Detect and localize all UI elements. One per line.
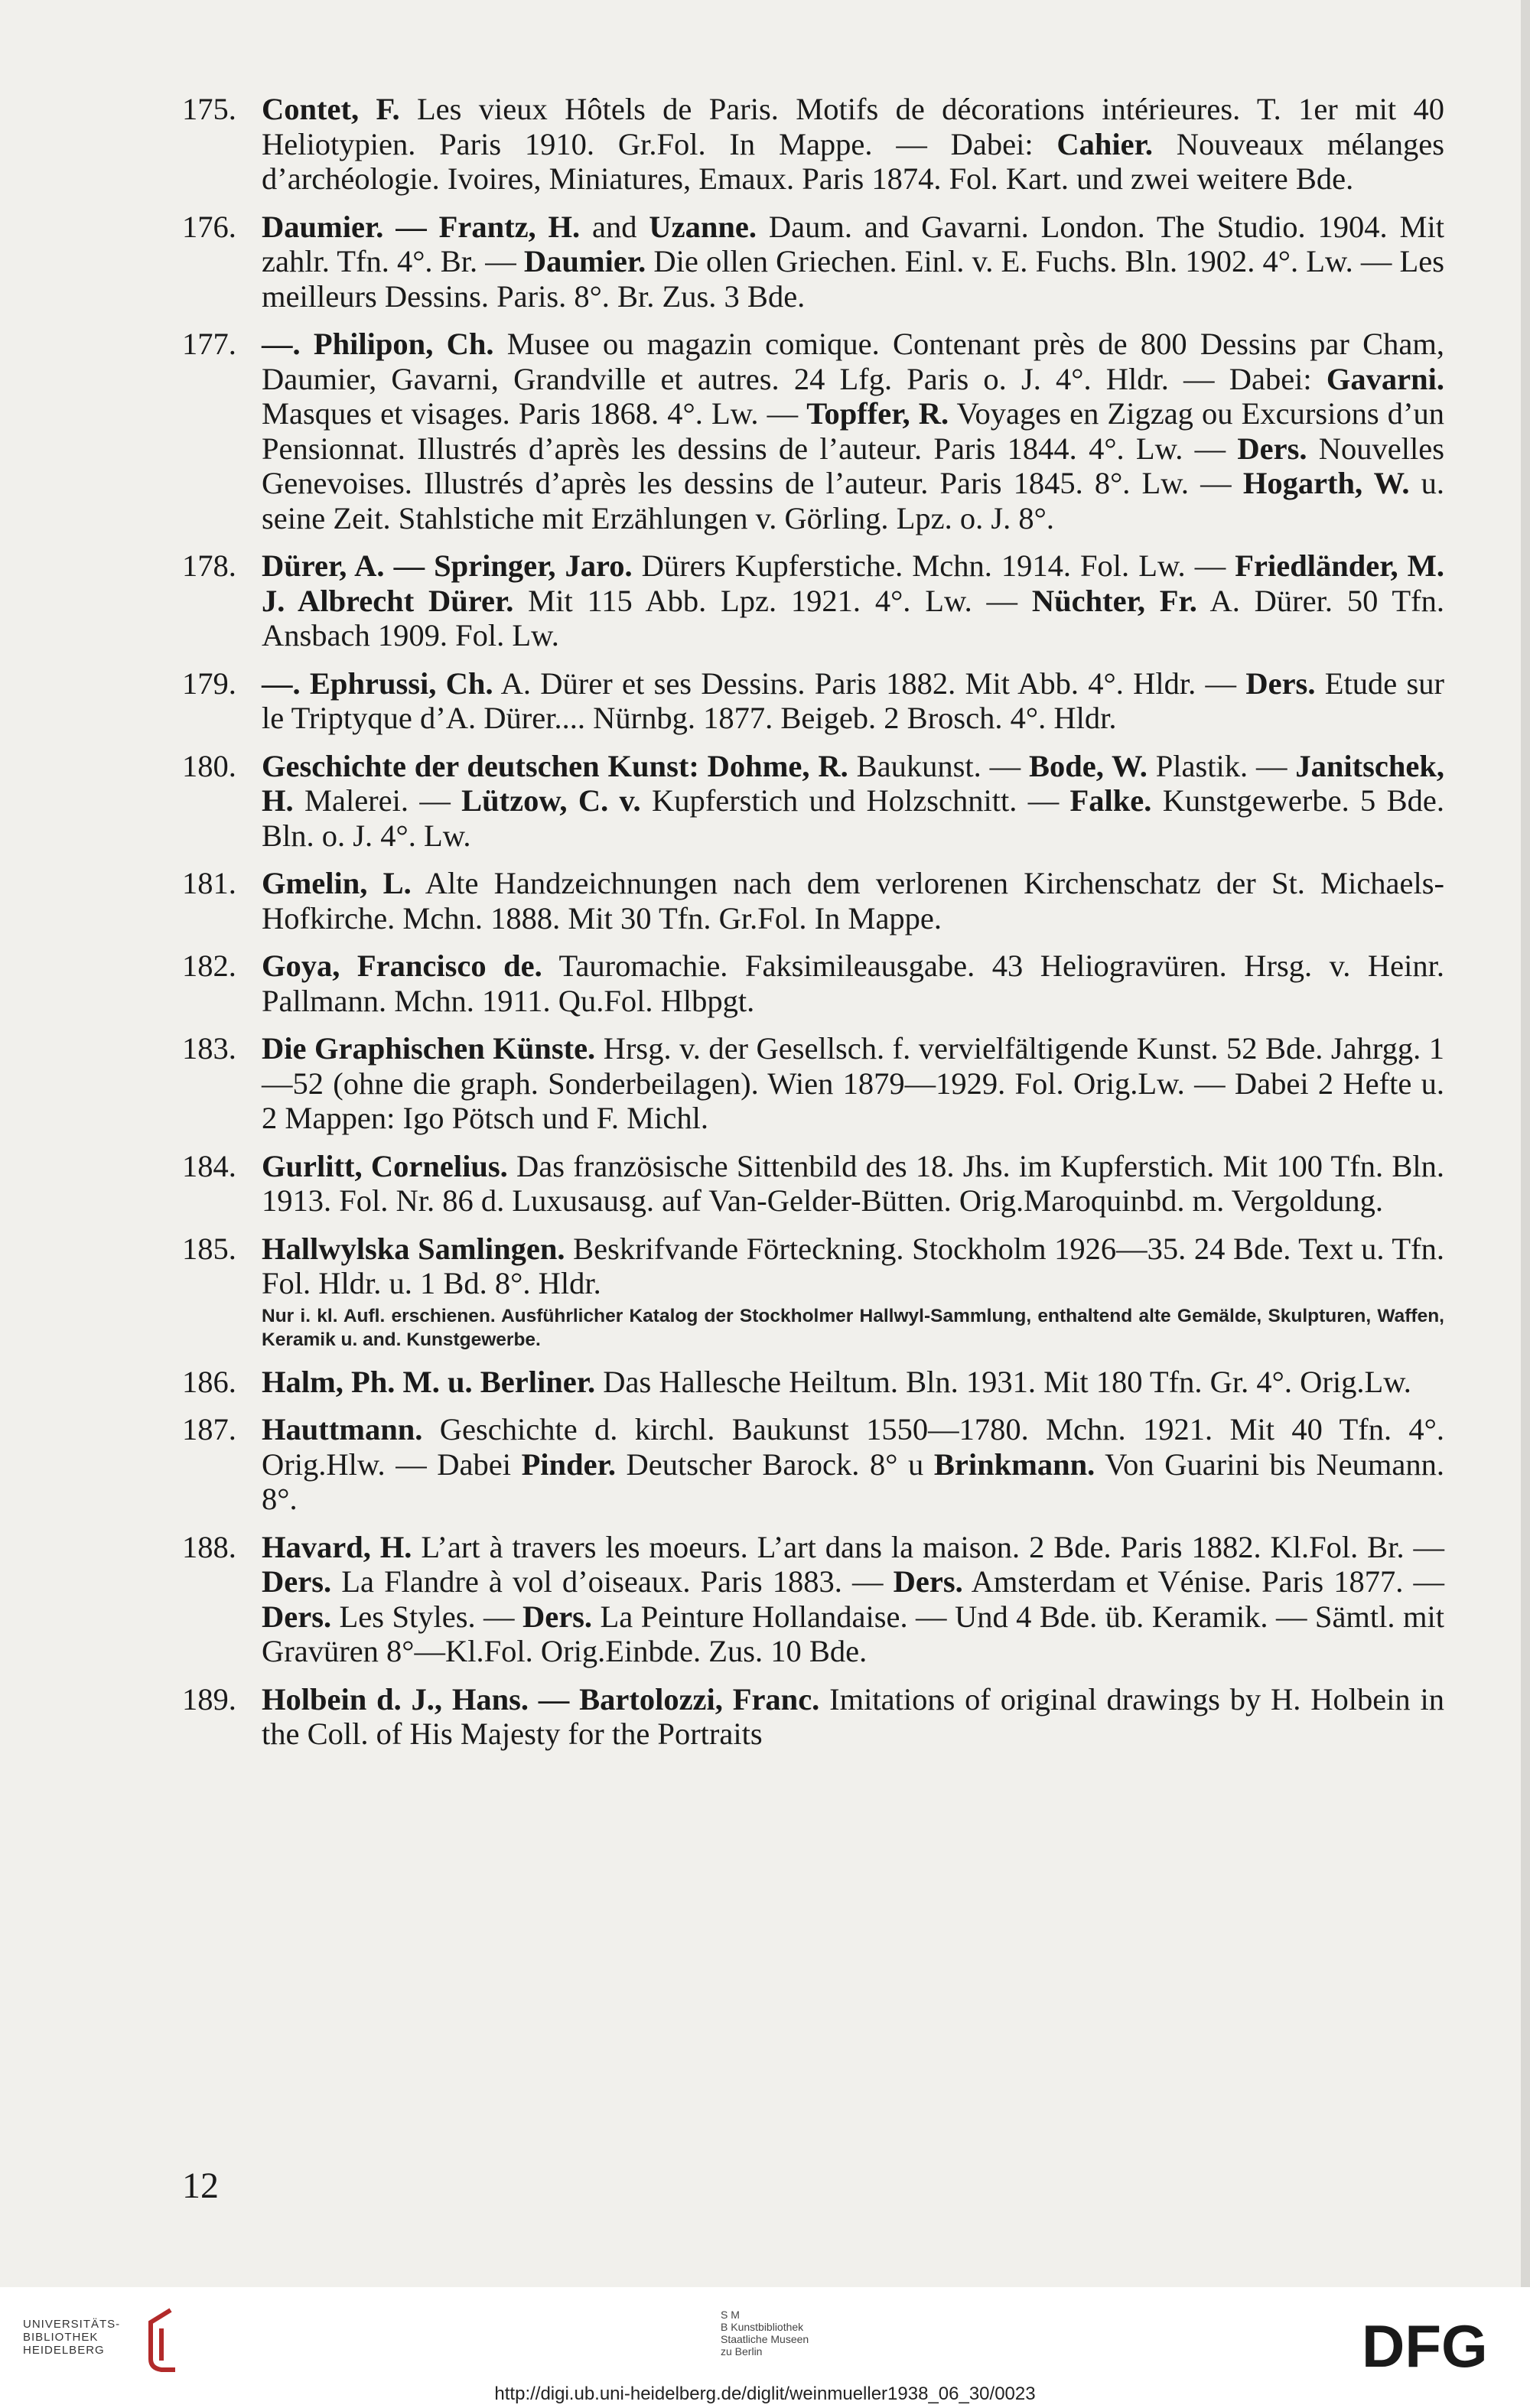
- entry-author: Nüchter, Fr.: [1031, 583, 1197, 618]
- entry-author: Ders.: [1237, 431, 1307, 466]
- entry-author: Ders.: [262, 1564, 332, 1599]
- entry-description: Tauromachie. Faksimileausgabe. 43 Heliogravüren. Hrsg. v. Heinr. Pallmann. Mchn. 1911. Qu.Fol. Hlbpgt.: [262, 949, 1444, 1018]
- entry-number: 176.: [182, 209, 236, 244]
- entry-description: A. Dürer et ses Dessins. Paris 1882. Mit Abb. 4°. Hldr. —: [493, 665, 1246, 701]
- catalog-entry: [182, 1530, 1444, 1669]
- entry-author: Uzanne.: [649, 209, 757, 244]
- entry-number: 185.: [182, 1231, 236, 1266]
- entry-description: La Flandre à vol d’oiseaux. Paris 1883. —: [331, 1564, 894, 1599]
- entry-description: Masques et visages. Paris 1868. 4°. Lw. —: [262, 396, 807, 431]
- entry-number: 180.: [182, 748, 236, 783]
- entry-description: La Peinture Hollandaise. — Und 4 Bde. üb. Keramik. — Sämtl. mit Gravüren 8°—Kl.Fol. Orig.Einbde. Zus. 10 Bde.: [262, 1599, 1444, 1668]
- entry-text: [262, 1530, 1444, 1669]
- entry-author: Cahier.: [1056, 126, 1154, 161]
- catalog-entry: [182, 548, 1444, 653]
- entry-author: Hallwylska Samlingen.: [262, 1231, 565, 1266]
- entry-description: Nouvelles Genevoises. Illustrés d’après les dessins de l’auteur. Paris 1845. 8°. Lw. —: [262, 431, 1444, 500]
- entry-text: [262, 1682, 1444, 1752]
- entry-number: 187.: [182, 1412, 236, 1446]
- entry-description: A. Dürer. 50 Tfn. Ansbach 1909. Fol. Lw.: [262, 583, 1444, 652]
- uni-logo-line: BIBLIOTHEK: [23, 2331, 99, 2344]
- entry-author: Lützow, C. v.: [461, 783, 641, 818]
- entry-text: [262, 949, 1444, 1018]
- entry-description: Kupferstich und Holzschnitt. —: [640, 783, 1070, 818]
- dfg-logo[interactable]: [1362, 2318, 1507, 2373]
- catalog-entry: [182, 1149, 1444, 1219]
- entry-text: [262, 666, 1444, 736]
- entry-text: [262, 1232, 1444, 1352]
- center-mark-line: B Kunstbibliothek: [721, 2321, 804, 2333]
- entry-number: 186.: [182, 1364, 236, 1399]
- catalog-entry: [182, 92, 1444, 197]
- entry-author: Die Graphischen Künste.: [262, 1031, 596, 1066]
- entry-description: Imitations of original drawings by H. Holbein in the Coll. of His Majesty for the Portraits: [262, 1681, 1444, 1751]
- entry-description: Das französische Sittenbild des 18. Jhs. im Kupferstich. Mit 100 Tfn. Bln. 1913. Fol. Nr. 86 d. Luxusausg. auf Van-Gelder-Bütten. Orig.Maroquinbd. m. Vergoldung.: [262, 1148, 1444, 1218]
- entry-description: Von Guarini bis Neumann. 8°.: [262, 1446, 1444, 1516]
- entry-text: [262, 210, 1444, 314]
- catalog-entry: [182, 327, 1444, 535]
- catalog-entry: [182, 866, 1444, 936]
- entry-number: 189.: [182, 1681, 236, 1717]
- entry-description: Das Hallesche Heiltum. Bln. 1931. Mit 180 Tfn. Gr. 4°. Orig.Lw.: [595, 1364, 1411, 1399]
- entry-author: Friedländer, M. J. Albrecht Dürer.: [262, 548, 1445, 618]
- entry-number: 178.: [182, 548, 236, 583]
- entry-description: Amsterdam et Vénise. Paris 1877. —: [962, 1564, 1445, 1599]
- entry-author: Hauttmann.: [262, 1412, 423, 1446]
- entry-description: Deutscher Barock. 8° u: [615, 1446, 934, 1482]
- uni-logo-line: UNIVERSITÄTS-: [23, 2318, 121, 2331]
- catalog-entry: [182, 949, 1444, 1018]
- catalog-entry: [182, 1682, 1444, 1752]
- uni-logo-line: HEIDELBERG: [23, 2344, 105, 2357]
- entry-author: Janitschek, H.: [262, 748, 1444, 818]
- entry-description: Voyages en Zigzag ou Excursions d’un Pensionnat. Illustrés d’après les dessins de l’auteur. Paris 1844. 4°. Lw. —: [262, 396, 1444, 466]
- catalog-entry: [182, 749, 1444, 854]
- entry-text: [262, 749, 1444, 854]
- entry-description: Les Styles. —: [331, 1599, 522, 1634]
- entry-number: 183.: [182, 1031, 236, 1066]
- entry-description: Nouveaux mélanges d’archéologie. Ivoires, Miniatures, Emaux. Paris 1874. Fol. Kart. und zwei weitere Bde.: [262, 126, 1444, 196]
- entry-author: Gurlitt, Cornelius.: [262, 1148, 508, 1183]
- entry-description: Die ollen Griechen. Einl. v. E. Fuchs. Bln. 1902. 4°. Lw. — Les meilleurs Dessins. Paris. 8°. Br. Zus. 3 Bde.: [262, 244, 1444, 314]
- kunstbibliothek-mark: [721, 2309, 809, 2358]
- entry-description: Dürers Kupferstiche. Mchn. 1914. Fol. Lw. —: [632, 548, 1235, 583]
- entry-author: Ders.: [262, 1599, 332, 1634]
- entry-description: Daum. and Gavarni. London. The Studio. 1904. Mit zahlr. Tfn. 4°. Br. —: [262, 209, 1445, 278]
- entry-number: 184.: [182, 1148, 236, 1183]
- entry-description: Geschichte d. kirchl. Baukunst 1550—1780. Mchn. 1921. Mit 40 Tfn. 4°. Orig.Hlw. — Dabei: [262, 1412, 1444, 1482]
- entry-number: 179.: [182, 665, 236, 701]
- entry-author: —. Philipon, Ch.: [262, 327, 494, 361]
- entry-description: u. seine Zeit. Stahlstiche mit Erzählungen v. Görling. Lpz. o. J. 8°.: [262, 466, 1445, 535]
- entry-author: Hogarth, W.: [1242, 466, 1410, 500]
- center-mark-line: S M: [721, 2309, 740, 2321]
- entry-text: [262, 548, 1444, 653]
- center-mark-line: zu Berlin: [721, 2345, 763, 2358]
- center-mark-line: Staatliche Museen: [721, 2333, 809, 2345]
- entry-text: [262, 327, 1444, 535]
- page-number: 12: [182, 2166, 219, 2206]
- entry-text: [262, 866, 1444, 936]
- entry-text: [262, 1412, 1444, 1517]
- entry-author: Bode, W.: [1028, 748, 1148, 783]
- entry-author: Daumier.: [523, 244, 646, 278]
- uni-emblem-icon: [140, 2305, 186, 2374]
- source-url[interactable]: http://digi.ub.uni-heidelberg.de/diglit/weinmueller1938_06_30/0023: [494, 2384, 1036, 2404]
- university-library-logo[interactable]: [23, 2318, 120, 2357]
- entry-author: Falke.: [1069, 783, 1152, 818]
- catalog-entry: [182, 1365, 1444, 1400]
- entry-author: Daumier. — Frantz, H.: [262, 209, 581, 244]
- entry-description: Mit 115 Abb. Lpz. 1921. 4°. Lw. —: [513, 583, 1032, 618]
- entry-description: Musee ou magazin comique. Contenant près de 800 Dessins par Cham, Daumier, Gavarni, Grandville et autres. 24 Lfg. Paris o. J. 4°. Hldr. — Dabei:: [262, 327, 1445, 396]
- entry-author: Contet, F.: [262, 92, 400, 126]
- entry-author: Halm, Ph. M. u. Berliner.: [262, 1364, 596, 1399]
- entry-author: Ders.: [893, 1564, 963, 1599]
- entry-description: Etude sur le Triptyque d’A. Dürer.... Nürnbg. 1877. Beigeb. 2 Brosch. 4°. Hldr.: [262, 665, 1445, 735]
- entry-number: 181.: [182, 866, 236, 900]
- entry-author: Gavarni.: [1326, 361, 1444, 396]
- entry-description: Beskrifvande Förteckning. Stockholm 1926—35. 24 Bde. Text u. Tfn. Fol. Hldr. u. 1 Bd. 8°. Hldr.: [262, 1231, 1444, 1300]
- entry-number: 175.: [182, 92, 236, 126]
- entry-author: Brinkmann.: [933, 1446, 1095, 1482]
- entry-author: Pinder.: [521, 1446, 616, 1482]
- entry-description: Hrsg. v. der Gesellsch. f. vervielfältigende Kunst. 52 Bde. Jahrgg. 1—52 (ohne die graph. Sonderbeilagen). Wien 1879—1929. Fol. Orig.Lw. — Dabei 2 Hefte u. 2 Mappen: Igo Pötsch und F. Michl.: [262, 1031, 1445, 1135]
- entry-author: Topffer, R.: [806, 396, 949, 431]
- entry-author: Dürer, A. — Springer, Jaro.: [262, 548, 633, 583]
- entry-text: [262, 92, 1444, 197]
- entry-description: Alte Handzeichnungen nach dem verlorenen Kirchenschatz der St. Michaels-Hofkirche. Mchn. 1888. Mit 30 Tfn. Gr.Fol. In Mappe.: [262, 866, 1444, 936]
- entry-description: Malerei. —: [293, 783, 462, 818]
- page-edge: [1521, 0, 1530, 2287]
- entry-author: Holbein d. J., Hans. — Bartolozzi, Franc.: [262, 1681, 820, 1717]
- catalog-entry: [182, 666, 1444, 736]
- dfg-logo-text: DFG: [1362, 2318, 1488, 2373]
- footer-bar: [0, 2287, 1530, 2408]
- entry-author: —. Ephrussi, Ch.: [262, 665, 493, 701]
- entry-number: 182.: [182, 949, 236, 983]
- entry-text: [262, 1031, 1444, 1136]
- catalog-entry: [182, 210, 1444, 314]
- catalog-entry: [182, 1031, 1444, 1136]
- entry-description: Kunstgewerbe. 5 Bde. Bln. o. J. 4°. Lw.: [262, 783, 1444, 853]
- entry-author: Geschichte der deutschen Kunst: Dohme, R.: [262, 748, 848, 783]
- entry-number: 177.: [182, 327, 236, 361]
- entry-note: Nur i. kl. Aufl. erschienen. Ausführlicher Katalog der Stockholmer Hallwyl-Sammlung, enthaltend alte Gemälde, Skulpturen, Waffen, Keramik u. and. Kunstgewerbe.: [262, 1305, 1444, 1350]
- entry-author: Havard, H.: [262, 1529, 412, 1564]
- entry-text: [262, 1365, 1444, 1400]
- entry-description: Les vieux Hôtels de Paris. Motifs de décorations intérieures. T. 1er mit 40 Heliotypien. Paris 1910. Gr.Fol. In Mappe. — Dabei:: [262, 92, 1444, 161]
- entry-description: L’art à travers les moeurs. L’art dans la maison. 2 Bde. Paris 1882. Kl.Fol. Br. —: [412, 1529, 1444, 1564]
- entry-text: [262, 1149, 1444, 1219]
- catalog-entry: [182, 1412, 1444, 1517]
- catalog-entries: [182, 92, 1444, 1765]
- entry-author: Goya, Francisco de.: [262, 949, 542, 983]
- entry-number: 188.: [182, 1529, 236, 1564]
- entry-author: Gmelin, L.: [262, 866, 412, 900]
- entry-description: Baukunst. —: [848, 748, 1029, 783]
- entry-description: and: [580, 209, 649, 244]
- entry-description: Plastik. —: [1147, 748, 1296, 783]
- entry-author: Ders.: [522, 1599, 593, 1634]
- entry-author: Ders.: [1245, 665, 1316, 701]
- catalog-entry: [182, 1232, 1444, 1352]
